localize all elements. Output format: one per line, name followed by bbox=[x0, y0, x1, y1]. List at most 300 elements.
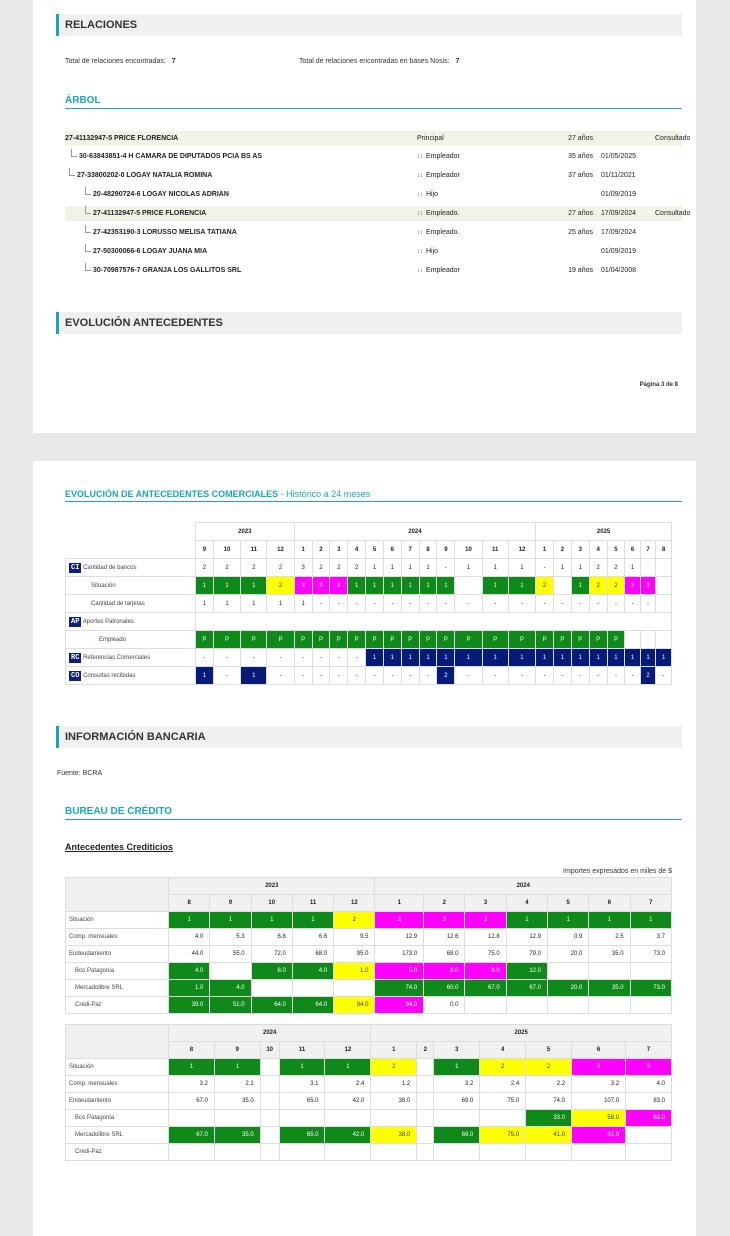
month-header: 6 bbox=[383, 541, 401, 559]
tree-row-name[interactable]: 27-33800202-0 LOGAY NATALIA ROMINA bbox=[77, 172, 213, 179]
credit-cell bbox=[260, 1127, 279, 1144]
month-header: 1 bbox=[375, 895, 424, 912]
credit-cell: 38.0 bbox=[371, 1093, 417, 1110]
credit-cell: 64.0 bbox=[292, 997, 333, 1014]
month-header: 4 bbox=[589, 541, 607, 559]
credit-cell: 1 bbox=[251, 912, 292, 929]
credit-cell: 79.0 bbox=[506, 946, 547, 963]
credit-cell: 1 bbox=[589, 912, 630, 929]
history-cell: 2 bbox=[213, 559, 240, 577]
credit-cell: 51.0 bbox=[572, 1127, 626, 1144]
history-row bbox=[66, 577, 672, 595]
credit-cell: 2.4 bbox=[325, 1076, 371, 1093]
credit-cell bbox=[589, 963, 630, 980]
history-cell: 2 bbox=[607, 559, 625, 577]
tree-row[interactable] bbox=[65, 131, 691, 146]
category-badge: CO bbox=[71, 671, 80, 680]
credit-cell bbox=[589, 997, 630, 1014]
history-cell: 2 bbox=[589, 577, 607, 595]
year-row bbox=[66, 523, 672, 541]
history-cell: - bbox=[536, 667, 554, 685]
tree-row[interactable] bbox=[65, 206, 691, 221]
credit-cell: 55.0 bbox=[210, 946, 251, 963]
credit-cell bbox=[292, 980, 333, 997]
credit-cell bbox=[417, 1059, 434, 1076]
credit-cell bbox=[334, 980, 375, 997]
credit-cell: 12.6 bbox=[424, 929, 465, 946]
credit-cell bbox=[480, 1110, 526, 1127]
link-icon: ↕↕ bbox=[417, 173, 423, 179]
tree-row[interactable] bbox=[65, 244, 682, 259]
history-cell: 1 bbox=[536, 649, 554, 667]
credit-cell: 1 bbox=[279, 1059, 325, 1076]
credit-cell bbox=[434, 1110, 480, 1127]
total-nosis-label: Total de relaciones encontradas en bases Nosis: bbox=[299, 58, 450, 65]
tree-row-name[interactable]: 27-50300066-6 LOGAY JUANA MIA bbox=[93, 248, 208, 255]
credit-row bbox=[66, 980, 672, 997]
credit-cell: 74.0 bbox=[526, 1093, 572, 1110]
month-header: 11 bbox=[482, 541, 508, 559]
tree-row-date: 01/04/2008 bbox=[601, 267, 637, 274]
credit-cell bbox=[548, 997, 589, 1014]
credit-cell: 73.0 bbox=[630, 946, 671, 963]
credit-cell: 1 bbox=[169, 1059, 215, 1076]
history-row bbox=[66, 559, 672, 577]
credit-row-label: Situación bbox=[66, 912, 169, 929]
corner-cell bbox=[66, 523, 196, 541]
tree-row-date: 17/09/2024 bbox=[601, 210, 637, 217]
history-row-name: Cantidad de tarjetas bbox=[91, 600, 145, 607]
credit-cell: 68.0 bbox=[292, 946, 333, 963]
history-cell: 1 bbox=[241, 595, 267, 613]
history-cell: 1 bbox=[267, 595, 294, 613]
tree-row-name[interactable]: 20-48290724-6 LOGAY NICOLAS ADRIAN bbox=[93, 191, 229, 198]
credit-cell: 12.8 bbox=[465, 929, 506, 946]
tree-row-relation bbox=[417, 168, 460, 184]
credit-cell: 3.2 bbox=[572, 1076, 626, 1093]
month-header: 4 bbox=[480, 1042, 526, 1059]
credit-cell bbox=[325, 1144, 371, 1161]
credit-cell: 4.0 bbox=[169, 963, 210, 980]
credit-cell: 33.0 bbox=[526, 1110, 572, 1127]
tree-row-date: 17/09/2024 bbox=[601, 229, 637, 236]
empty-cell bbox=[196, 613, 672, 631]
history-cell: 1 bbox=[640, 649, 655, 667]
credit-cell: 1.0 bbox=[334, 963, 375, 980]
tree-row-relation-label: Empleado. bbox=[426, 210, 460, 217]
tree-row[interactable] bbox=[65, 149, 682, 164]
credit-cell: 6.6 bbox=[292, 929, 333, 946]
tree-connector bbox=[85, 225, 91, 233]
tree-row[interactable] bbox=[65, 168, 682, 183]
history-cell: - bbox=[536, 559, 554, 577]
tree-row-relation bbox=[417, 263, 460, 279]
credit-row-label: Comp. mensuales bbox=[66, 929, 169, 946]
month-header: 9 bbox=[214, 1042, 260, 1059]
history-cell: 1 bbox=[437, 649, 455, 667]
history-cell: - bbox=[455, 667, 482, 685]
history-cell: 1 bbox=[554, 559, 572, 577]
total-relaciones-nosis bbox=[299, 58, 459, 65]
month-header: 9 bbox=[210, 895, 251, 912]
history-cell: 3 bbox=[294, 577, 312, 595]
credit-cell: 67.0 bbox=[169, 1093, 215, 1110]
credit-cell: 20.0 bbox=[548, 946, 589, 963]
history-cell: - bbox=[508, 595, 535, 613]
credit-cell: 35.0 bbox=[214, 1093, 260, 1110]
month-header: 9 bbox=[196, 541, 214, 559]
history-cell: - bbox=[401, 667, 419, 685]
history-cell: 1 bbox=[383, 559, 401, 577]
credit-cell: 2.4 bbox=[480, 1076, 526, 1093]
history-row-name: Aportes Patronales bbox=[82, 618, 134, 625]
history-cell: 1 bbox=[508, 559, 535, 577]
credit-row bbox=[66, 946, 672, 963]
credit-cell: 35.0 bbox=[214, 1127, 260, 1144]
credit-cell bbox=[417, 1110, 434, 1127]
history-cell: 1 bbox=[419, 649, 437, 667]
tree-row-name[interactable]: 30-63843851-4 H CAMARA DE DIPUTADOS PCIA BS AS bbox=[79, 153, 263, 160]
month-header: 2 bbox=[424, 895, 465, 912]
month-header: 5 bbox=[607, 541, 625, 559]
credit-cell: 94.0 bbox=[375, 997, 424, 1014]
tree-row-age: 25 años bbox=[568, 229, 593, 236]
history-cell: - bbox=[348, 649, 366, 667]
credit-cell: 51.0 bbox=[210, 997, 251, 1014]
history-cell: P bbox=[294, 631, 312, 649]
tree-row-relation-label: Hijo bbox=[426, 191, 439, 198]
history-cell: P bbox=[571, 631, 589, 649]
credit-cell: 4.0 bbox=[626, 1076, 672, 1093]
history-row bbox=[66, 595, 672, 613]
tree-row-relation bbox=[417, 149, 460, 165]
credit-cell bbox=[417, 1076, 434, 1093]
history-cell: P bbox=[401, 631, 419, 649]
credit-row-label: Situación bbox=[66, 1059, 169, 1076]
history-cell: 2 bbox=[196, 559, 214, 577]
history-cell: 1 bbox=[508, 577, 535, 595]
history-cell: - bbox=[348, 595, 366, 613]
history-cell: - bbox=[536, 595, 554, 613]
corner-cell bbox=[66, 878, 169, 912]
history-cell: - bbox=[267, 667, 294, 685]
credit-cell: 12.0 bbox=[506, 963, 547, 980]
history-cell: 2 bbox=[640, 667, 655, 685]
credit-cell: 73.0 bbox=[630, 980, 671, 997]
credit-cell bbox=[279, 1144, 325, 1161]
month-header: 10 bbox=[251, 895, 292, 912]
tree-connector bbox=[85, 187, 91, 195]
history-cell bbox=[656, 595, 672, 613]
credit-cell: 68.0 bbox=[424, 946, 465, 963]
credit-row-label: Mercadolibre SRL bbox=[66, 1127, 169, 1144]
history-cell: - bbox=[571, 667, 589, 685]
history-cell: - bbox=[241, 649, 267, 667]
history-cell: 1 bbox=[383, 649, 401, 667]
comerciales-subtitle: - Histórico a 24 meses bbox=[278, 489, 371, 499]
credit-cell: 1 bbox=[210, 912, 251, 929]
history-cell: P bbox=[312, 631, 330, 649]
history-cell: 2 bbox=[312, 559, 330, 577]
credit-cell bbox=[260, 1144, 279, 1161]
credit-cell bbox=[626, 1127, 672, 1144]
month-header: 1 bbox=[371, 1042, 417, 1059]
credit-row-label: Comp. mensuales bbox=[66, 1076, 169, 1093]
credit-row-label: Bco Patagonia bbox=[66, 1110, 169, 1127]
history-cell: - bbox=[419, 595, 437, 613]
tree-row-name[interactable]: 27-42353190-3 LORUSSO MELISA TATIANA bbox=[93, 229, 237, 236]
year-header: 2025 bbox=[371, 1025, 672, 1042]
history-cell: - bbox=[267, 649, 294, 667]
month-header: 7 bbox=[401, 541, 419, 559]
year-row bbox=[66, 878, 672, 895]
credit-cell bbox=[260, 1059, 279, 1076]
report-page-4 bbox=[33, 461, 696, 1236]
history-cell: 1 bbox=[482, 559, 508, 577]
credit-cell: 8.0 bbox=[424, 963, 465, 980]
credit-row bbox=[66, 1059, 672, 1076]
history-cell: - bbox=[656, 667, 672, 685]
history-cell: 1 bbox=[241, 577, 267, 595]
credit-cell: 67.0 bbox=[465, 980, 506, 997]
month-header: 4 bbox=[348, 541, 366, 559]
credit-cell: 42.0 bbox=[325, 1093, 371, 1110]
month-header: 1 bbox=[294, 541, 312, 559]
history-cell bbox=[656, 577, 672, 595]
history-cell: 1 bbox=[437, 577, 455, 595]
history-cell: 1 bbox=[196, 577, 214, 595]
credit-row-label: Endeudamiento bbox=[66, 1093, 169, 1110]
history-cell: - bbox=[383, 595, 401, 613]
history-cell bbox=[455, 577, 482, 595]
credit-cell: 69.0 bbox=[434, 1093, 480, 1110]
month-header: 3 bbox=[571, 541, 589, 559]
history-cell: 1 bbox=[366, 577, 384, 595]
history-row-label bbox=[66, 649, 196, 667]
month-header: 3 bbox=[330, 541, 348, 559]
credit-cell bbox=[260, 1110, 279, 1127]
credit-cell: 9.5 bbox=[334, 929, 375, 946]
tree-row-name[interactable]: 27-41132947-5 PRICE FLORENCIA bbox=[65, 135, 179, 142]
history-cell: P bbox=[330, 631, 348, 649]
tree-row-relation bbox=[417, 187, 438, 203]
section-title-arbol: ÁRBOL bbox=[65, 95, 682, 109]
link-icon: ↕↕ bbox=[417, 249, 423, 255]
credit-cell: 1 bbox=[434, 1059, 480, 1076]
credit-cell bbox=[417, 1127, 434, 1144]
tree-row-relation-label: Hijo bbox=[426, 248, 439, 255]
credit-cell: 2 bbox=[480, 1059, 526, 1076]
credit-cell: 20.0 bbox=[548, 980, 589, 997]
credit-cell: 44.0 bbox=[169, 946, 210, 963]
credit-cell: 38.0 bbox=[371, 1127, 417, 1144]
month-header: 1 bbox=[536, 541, 554, 559]
history-cell: 1 bbox=[401, 649, 419, 667]
tree-row[interactable] bbox=[65, 187, 682, 202]
month-header: 2 bbox=[417, 1042, 434, 1059]
history-cell bbox=[625, 631, 640, 649]
credit-cell bbox=[371, 1110, 417, 1127]
history-cell: - bbox=[589, 595, 607, 613]
credit-cell: 2.2 bbox=[526, 1076, 572, 1093]
history-row-label bbox=[66, 613, 196, 631]
history-cell: P bbox=[366, 631, 384, 649]
credit-row-label: Mercadolibre SRL bbox=[66, 980, 169, 997]
credit-cell: 4.0 bbox=[292, 963, 333, 980]
history-cell: 1 bbox=[625, 649, 640, 667]
history-cell: - bbox=[213, 667, 240, 685]
credit-cell: 95.0 bbox=[334, 946, 375, 963]
history-cell: - bbox=[312, 595, 330, 613]
credit-cell bbox=[417, 1144, 434, 1161]
history-cell: P bbox=[348, 631, 366, 649]
month-header: 9 bbox=[437, 541, 455, 559]
tree-row-age: 37 años bbox=[568, 172, 593, 179]
credit-cell: 58.0 bbox=[572, 1110, 626, 1127]
history-cell: P bbox=[419, 631, 437, 649]
tree-row-relation bbox=[417, 131, 444, 146]
credit-cell: 5.3 bbox=[210, 929, 251, 946]
credit-cell: 1 bbox=[169, 912, 210, 929]
month-header: 3 bbox=[434, 1042, 480, 1059]
history-cell: 1 bbox=[656, 649, 672, 667]
history-cell: 3 bbox=[640, 577, 655, 595]
year-row bbox=[66, 1025, 672, 1042]
history-cell: - bbox=[589, 667, 607, 685]
history-cell: P bbox=[213, 631, 240, 649]
history-cell: 1 bbox=[589, 649, 607, 667]
history-cell: 1 bbox=[571, 649, 589, 667]
corner-cell bbox=[66, 541, 196, 559]
history-cell: - bbox=[625, 667, 640, 685]
tree-row[interactable] bbox=[65, 225, 682, 240]
credit-row bbox=[66, 912, 672, 929]
history-cell: - bbox=[607, 595, 625, 613]
history-cell: 2 bbox=[348, 559, 366, 577]
credit-row bbox=[66, 1127, 672, 1144]
year-header: 2024 bbox=[169, 1025, 371, 1042]
month-header: 6 bbox=[589, 895, 630, 912]
history-cell: P bbox=[589, 631, 607, 649]
credit-cell: 83.0 bbox=[626, 1110, 672, 1127]
credit-cell: 67.0 bbox=[506, 980, 547, 997]
history-cell: P bbox=[196, 631, 214, 649]
tree-row-date: 01/09/2019 bbox=[601, 248, 637, 255]
credit-cell: 2 bbox=[526, 1059, 572, 1076]
tree-row-date: 01/05/2025 bbox=[601, 153, 637, 160]
credit-cell: 173.0 bbox=[375, 946, 424, 963]
link-icon: ↕↕ bbox=[417, 211, 423, 217]
tree-connector bbox=[85, 263, 91, 271]
credit-row bbox=[66, 1110, 672, 1127]
history-cell: 3 bbox=[330, 577, 348, 595]
section-title-bureau: BUREAU DE CRÉDITO bbox=[65, 806, 682, 820]
tree-row-age: 35 años bbox=[568, 153, 593, 160]
history-cell: P bbox=[241, 631, 267, 649]
history-cell bbox=[640, 559, 655, 577]
credit-cell: 35.0 bbox=[589, 980, 630, 997]
credit-cell: 1 bbox=[630, 912, 671, 929]
credit-cell: 1 bbox=[292, 912, 333, 929]
fuente-label: Fuente: BCRA bbox=[57, 770, 103, 777]
month-header: 5 bbox=[548, 895, 589, 912]
category-badge: CI bbox=[71, 563, 80, 572]
month-header: 12 bbox=[267, 541, 294, 559]
section-title-comerciales bbox=[65, 489, 682, 502]
history-row-label bbox=[66, 595, 196, 613]
year-header: 2024 bbox=[294, 523, 535, 541]
credit-row bbox=[66, 1144, 672, 1161]
history-cell: 1 bbox=[401, 577, 419, 595]
month-header: 8 bbox=[419, 541, 437, 559]
tree-row-age: 27 años bbox=[568, 135, 593, 142]
history-cell: 2 bbox=[267, 559, 294, 577]
credit-cell: 4.0 bbox=[210, 980, 251, 997]
month-header: 6 bbox=[572, 1042, 626, 1059]
history-cell: 1 bbox=[401, 559, 419, 577]
month-header: 12 bbox=[508, 541, 535, 559]
month-header: 5 bbox=[366, 541, 384, 559]
credit-cell bbox=[630, 963, 671, 980]
history-cell: 2 bbox=[330, 559, 348, 577]
history-cell: - bbox=[401, 595, 419, 613]
history-cell: P bbox=[383, 631, 401, 649]
history-cell: P bbox=[267, 631, 294, 649]
year-header: 2023 bbox=[196, 523, 295, 541]
month-header: 12 bbox=[325, 1042, 371, 1059]
history-cell: P bbox=[437, 631, 455, 649]
credit-cell bbox=[526, 1144, 572, 1161]
credit-cell: 3 bbox=[572, 1059, 626, 1076]
month-header: 7 bbox=[640, 541, 655, 559]
link-icon: ↕↕ bbox=[417, 154, 423, 160]
credit-cell: 35.0 bbox=[589, 946, 630, 963]
month-header: 7 bbox=[626, 1042, 672, 1059]
credit-cell: 1.0 bbox=[169, 980, 210, 997]
history-cell: 1 bbox=[213, 577, 240, 595]
history-cell: 3 bbox=[294, 559, 312, 577]
history-cell: 1 bbox=[348, 577, 366, 595]
credit-cell bbox=[572, 1144, 626, 1161]
history-cell: 1 bbox=[294, 595, 312, 613]
credit-cell bbox=[434, 1144, 480, 1161]
corner-cell bbox=[66, 1025, 169, 1059]
credit-cell: 0.0 bbox=[424, 997, 465, 1014]
credit-cell: 8.0 bbox=[465, 963, 506, 980]
tree-row-name[interactable]: 30-70987576-7 GRANJA LOS GALLITOS SRL bbox=[93, 267, 242, 274]
credit-cell bbox=[626, 1144, 672, 1161]
credit-cell: 69.0 bbox=[434, 1127, 480, 1144]
history-cell: - bbox=[554, 667, 572, 685]
tree-row-name[interactable]: 27-41132947-5 PRICE FLORENCIA bbox=[93, 210, 207, 217]
tree-row-relation bbox=[417, 206, 459, 222]
credit-cell bbox=[214, 1110, 260, 1127]
history-cell: - bbox=[482, 667, 508, 685]
tree-connector bbox=[85, 206, 91, 214]
history-cell bbox=[640, 631, 655, 649]
history-cell: - bbox=[366, 595, 384, 613]
credit-row-label: Endeudamiento bbox=[66, 946, 169, 963]
history-cell: 1 bbox=[196, 667, 214, 685]
history-cell: 1 bbox=[508, 649, 535, 667]
credit-cell bbox=[279, 1110, 325, 1127]
month-header: 5 bbox=[526, 1042, 572, 1059]
month-header: 11 bbox=[279, 1042, 325, 1059]
history-cell: 2 bbox=[267, 577, 294, 595]
tree-row[interactable] bbox=[65, 263, 682, 278]
link-icon: ↕↕ bbox=[417, 192, 423, 198]
tree-row-status: Consultado bbox=[655, 135, 691, 142]
